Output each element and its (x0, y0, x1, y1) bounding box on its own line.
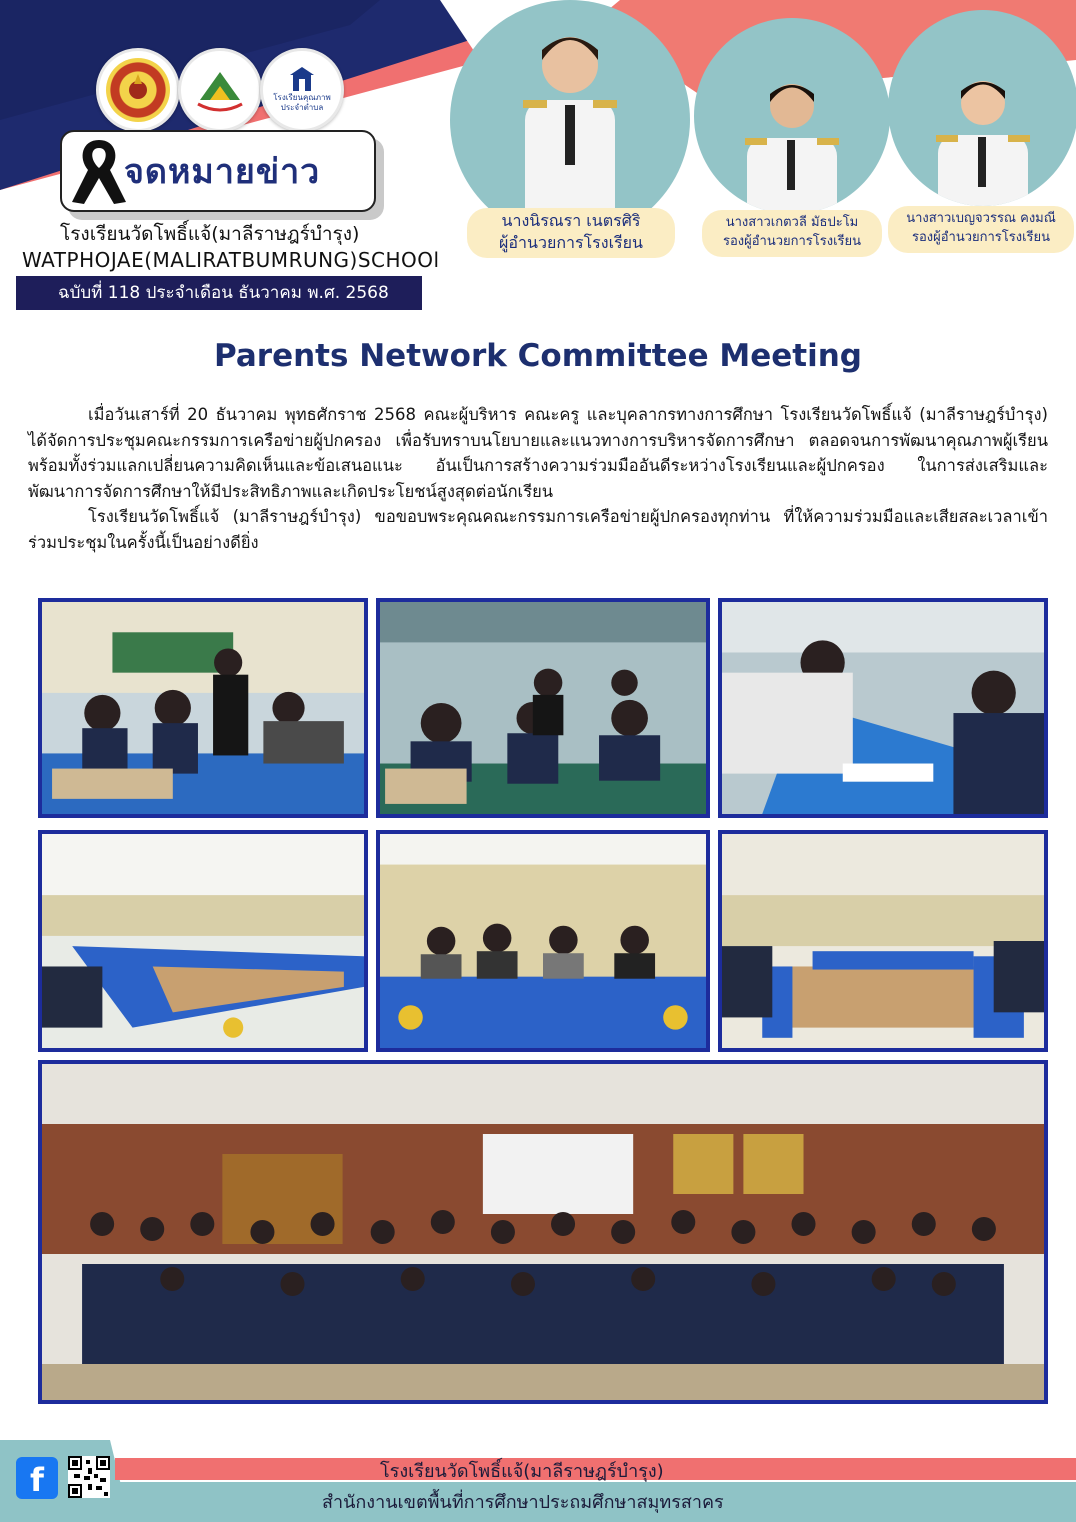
person-figure (727, 68, 857, 214)
staff-name: นางสาวเบญจวรรณ คงมณี (906, 211, 1056, 226)
footer-school-name: โรงเรียนวัดโพธิ์แจ้(มาลีราษฎร์บำรุง) (380, 1461, 664, 1482)
article-body (28, 402, 1048, 555)
obec-logo (96, 48, 180, 132)
deputy-portrait-2 (888, 10, 1076, 206)
photo-meeting-room-1 (38, 830, 368, 1052)
qr-code-icon[interactable] (68, 1456, 110, 1498)
staff-name: นางสาวเกตวลี มัธปะโม (725, 215, 859, 230)
newsletter-title-box (60, 130, 376, 212)
deputy-name-pill-2 (888, 206, 1074, 253)
photo-meeting-room-2 (376, 830, 710, 1052)
quality-school-logo (260, 48, 344, 132)
school-name-en: WATPHOJAE(MALIRATBUMRUNG)SCHOOl (22, 248, 440, 272)
photo-group (38, 1060, 1048, 1404)
staff-role: ผู้อำนวยการโรงเรียน (499, 233, 643, 252)
article-paragraph: เมื่อวันเสาร์ที่ 20 ธันวาคม พุทธศักราช 2568 คณะผู้บริหาร คณะครู และบุคลากรทางการศึกษา โรงเรียนวัดโพธิ์แจ้ (มาลีราษฎร์บำรุง) ได้จัดการประชุมคณะกรรมการเครือข่ายผู้ปกครอง เพื่อรับทราบนโยบายและแนวทางการบริหารจัดการศึกษา ตลอดจนการพัฒนาคุณภาพผู้เรียน พร้อมทั้งร่วมแลกเปลี่ยนความคิดเห็นและข้อเสนอแนะ อันเป็นการสร้างความร่วมมืออันดีระหว่างโรงเรียนและผู้ปกครอง ในการส่งเสริมและพัฒนาการจัดการศึกษาให้มีประสิทธิภาพและเกิดประโยชน์สูงสุดต่อนักเรียน (28, 405, 1048, 501)
director-portrait (450, 0, 690, 240)
person-figure (495, 20, 645, 220)
facebook-icon[interactable]: f (16, 1457, 58, 1499)
photo-meeting-room-3 (718, 830, 1048, 1052)
person-figure (918, 65, 1048, 206)
logo-caption: โรงเรียนคุณภาพ ประจำตำบล (273, 93, 331, 112)
issue-bar: ฉบับที่ 118 ประจำเดือน ธันวาคม พ.ศ. 2568 (16, 276, 422, 310)
staff-role: รองผู้อำนวยการโรงเรียน (911, 230, 1051, 245)
school-name-th: โรงเรียนวัดโพธิ์แจ้(มาลีราษฎร์บำรุง) (60, 223, 360, 245)
director-name-pill (467, 208, 675, 258)
staff-name: นางนิรณรา เนตรศิริ (501, 211, 641, 230)
school-emblem-logo (178, 48, 262, 132)
deputy-portrait-1 (694, 18, 890, 214)
article-headline: Parents Network Committee Meeting (213, 338, 863, 374)
photo-registration-2 (376, 598, 710, 818)
footer-office-name: สำนักงานเขตพื้นที่การศึกษาประถมศึกษาสมุทรสาคร (322, 1492, 724, 1513)
article-paragraph: โรงเรียนวัดโพธิ์แจ้ (มาลีราษฎร์บำรุง) ขอขอบพระคุณคณะกรรมการเครือข่ายผู้ปกครองทุกท่าน ที่ให้ความร่วมมือและเสียสละเวลาเข้าร่วมประชุมในครั้งนี้เป็นอย่างดียิ่ง (28, 507, 1048, 552)
photo-registration-3 (718, 598, 1048, 818)
deputy-name-pill-1 (702, 210, 882, 257)
photo-registration-1 (38, 598, 368, 818)
staff-role: รองผู้อำนวยการโรงเรียน (722, 234, 862, 249)
newsletter-title: จดหมายข่าว (124, 152, 321, 192)
